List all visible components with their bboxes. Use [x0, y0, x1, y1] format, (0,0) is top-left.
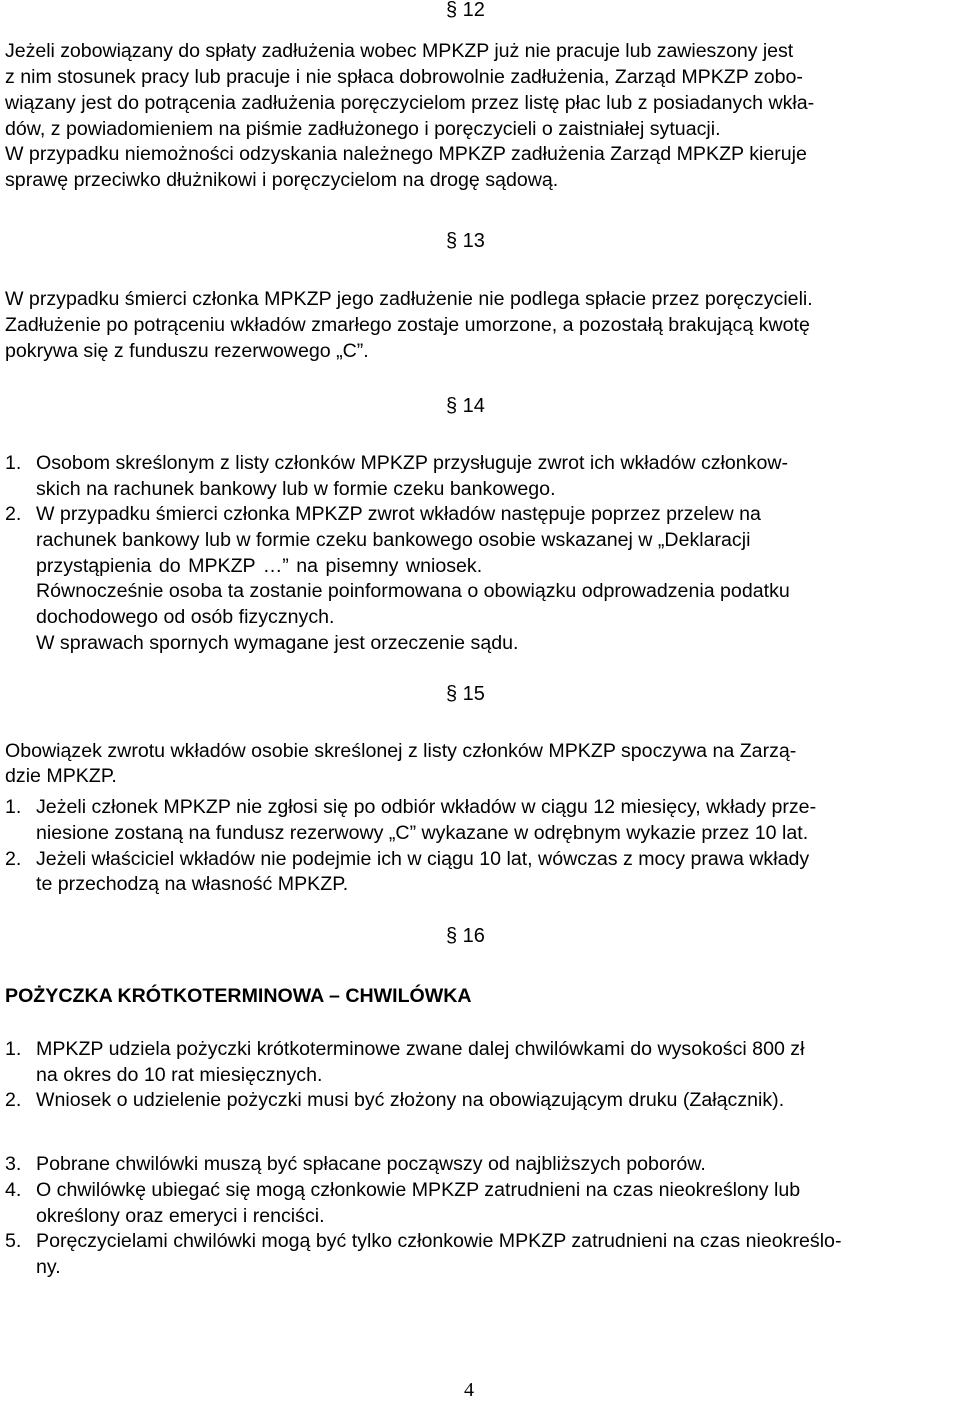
- list-item-line: niesione zostaną na fundusz rezerwowy „C” wykazane w odrębnym wykazie przez 10 lat.: [36, 822, 809, 844]
- text-line: Obowiązek zwrotu wkładów osobie skreślonej z listy członków MPKZP spoczywa na Zarzą-: [5, 740, 797, 762]
- list-item-line: określony oraz emeryci i renciści.: [36, 1205, 325, 1227]
- list-item-line: Jeżeli właściciel wkładów nie podejmie ich w ciągu 10 lat, wówczas z mocy prawa wkłady: [36, 848, 810, 870]
- text-line: dzie MPKZP.: [5, 765, 117, 787]
- list-item-line: Wniosek o udzielenie pożyczki musi być złożony na obowiązującym druku (Załącznik).: [36, 1089, 785, 1111]
- text-line: W przypadku niemożności odzyskania należnego MPKZP zadłużenia Zarząd MPKZP kieruje: [5, 143, 807, 165]
- list-item-number: 5.: [5, 1230, 22, 1252]
- text-line: pokrywa się z funduszu rezerwowego „C”.: [5, 340, 369, 362]
- list-item-line: Osobom skreślonym z listy członków MPKZP przysługuje zwrot ich wkładów członkow-: [36, 452, 789, 474]
- section-15-heading: § 15: [446, 683, 485, 705]
- list-item-line: MPKZP udziela pożyczki krótkoterminowe zwane dalej chwilówkami do wysokości 800 zł: [36, 1038, 805, 1060]
- section-13-heading: § 13: [446, 230, 485, 252]
- list-item-number: 1.: [5, 1038, 22, 1060]
- list-item-line: przystąpienia do MPKZP …” na pisemny wniosek.: [36, 555, 483, 577]
- list-item-line: O chwilówkę ubiegać się mogą członkowie MPKZP zatrudnieni na czas nieokreślony lub: [36, 1179, 801, 1201]
- list-item-number: 2.: [5, 848, 22, 870]
- list-item-line: Pobrane chwilówki muszą być spłacane począwszy od najbliższych poborów.: [36, 1153, 706, 1175]
- list-item-number: 1.: [5, 796, 22, 818]
- list-item-line: dochodowego od osób fizycznych.: [36, 606, 335, 628]
- page-number: 4: [464, 1379, 474, 1401]
- section-12-heading: § 12: [446, 0, 485, 21]
- list-item-line: W przypadku śmierci członka MPKZP zwrot wkładów następuje poprzez przelew na: [36, 503, 761, 525]
- text-line: dów, z powiadomieniem na piśmie zadłużonego i poręczycieli o zaistniałej sytuacji.: [5, 118, 721, 140]
- section-16-heading: § 16: [446, 925, 485, 947]
- list-item-number: 4.: [5, 1179, 22, 1201]
- list-item-line: te przechodzą na własność MPKZP.: [36, 873, 349, 895]
- text-line: Zadłużenie po potrąceniu wkładów zmarłego zostaje umorzone, a pozostałą brakującą kwotę: [5, 314, 810, 336]
- list-item-line: na okres do 10 rat miesięcznych.: [36, 1064, 323, 1086]
- text-line: wiązany jest do potrącenia zadłużenia poręczycielom przez listę płac lub z posiadanych wkła-: [5, 92, 815, 114]
- text-line: W przypadku śmierci członka MPKZP jego zadłużenie nie podlega spłacie przez poręczycieli.: [5, 288, 813, 310]
- list-item-line: skich na rachunek bankowy lub w formie czeku bankowego.: [36, 478, 556, 500]
- list-item-line: ny.: [36, 1256, 61, 1278]
- text-line: Jeżeli zobowiązany do spłaty zadłużenia wobec MPKZP już nie pracuje lub zawieszony jest: [5, 40, 794, 62]
- list-item-number: 2.: [5, 1089, 22, 1111]
- list-item-line: W sprawach spornych wymagane jest orzeczenie sądu.: [36, 632, 519, 654]
- section-14-heading: § 14: [446, 395, 485, 417]
- section-16-title: POŻYCZKA KRÓTKOTERMINOWA – CHWILÓWKA: [5, 985, 472, 1007]
- list-item-line: Równocześnie osoba ta zostanie poinformowana o obowiązku odprowadzenia podatku: [36, 580, 790, 602]
- list-item-number: 2.: [5, 503, 22, 525]
- list-item-line: Jeżeli członek MPKZP nie zgłosi się po odbiór wkładów w ciągu 12 miesięcy, wkłady prze-: [36, 796, 817, 818]
- text-line: sprawę przeciwko dłużnikowi i poręczycielom na drogę sądową.: [5, 169, 559, 191]
- list-item-number: 1.: [5, 452, 22, 474]
- text-line: z nim stosunek pracy lub pracuje i nie spłaca dobrowolnie zadłużenia, Zarząd MPKZP zobo-: [5, 66, 803, 88]
- list-item-line: Poręczycielami chwilówki mogą być tylko członkowie MPKZP zatrudnieni na czas nieokreślo-: [36, 1230, 842, 1252]
- list-item-number: 3.: [5, 1153, 22, 1175]
- list-item-line: rachunek bankowy lub w formie czeku bankowego osobie wskazanej w „Deklaracji: [36, 529, 751, 551]
